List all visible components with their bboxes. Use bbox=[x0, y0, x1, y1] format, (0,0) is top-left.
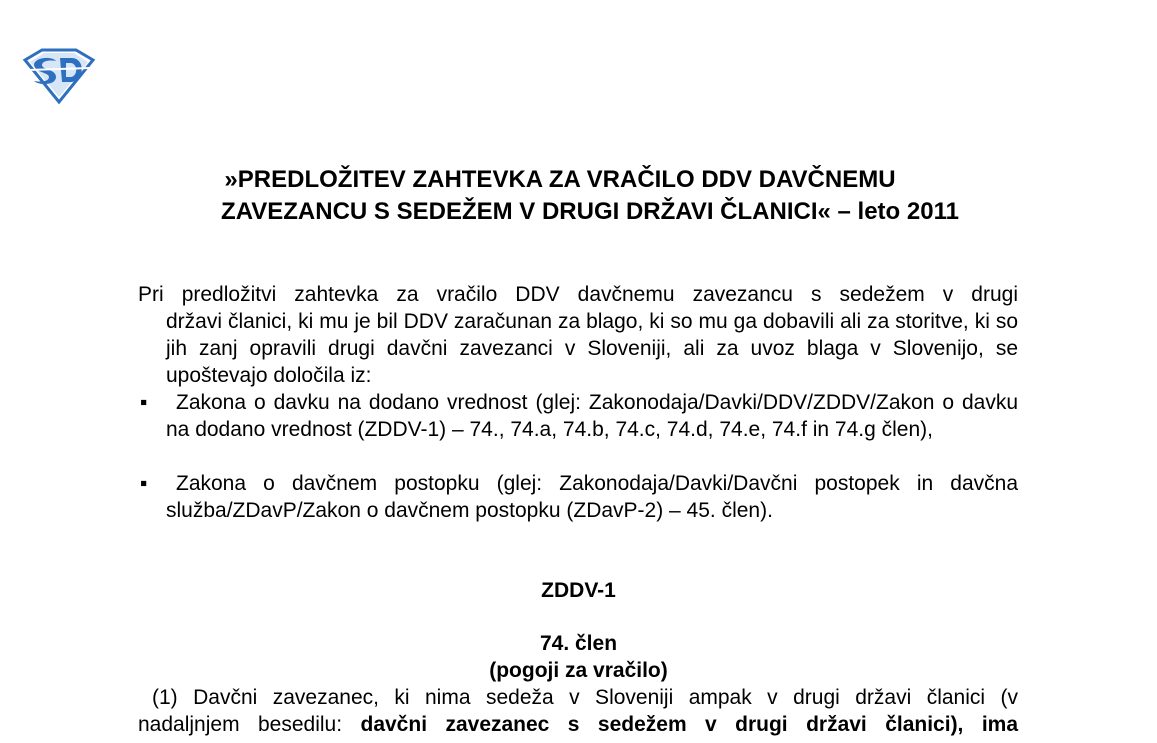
article-paragraph-line-1: (1) Davčni zavezanec, ki nima sedeža v Sloveniji ampak v drugi državi članici (v bbox=[152, 686, 1018, 709]
article-paragraph-line-2 bbox=[138, 711, 1018, 738]
bullet-marker: ▪ bbox=[140, 472, 148, 495]
logo-image bbox=[22, 48, 96, 104]
document-title-line-2: ZAVEZANCU S SEDEŽEM V DRUGI DRŽAVI ČLANICI« – leto 2011 bbox=[221, 198, 959, 225]
bullet-item-zddv: Zakona o davku na dodano vrednost (glej: Zakonodaja/Davki/DDV/ZDDV/Zakon o davku na dodano vrednost (ZDDV-1) – 74., 74.a, 74.b, 74.c, 74.d, 74.e, 74.f in 74.g člen), bbox=[166, 391, 1018, 441]
article-subtitle-heading: (pogoji za vračilo) bbox=[489, 659, 668, 682]
bullet-item-zdavp: Zakona o davčnem postopku (glej: Zakonodaja/Davki/Davčni postopek in davčna služba/ZDavP/Zakon o davčnem postopku (ZDavP-2) – 45. člen). bbox=[166, 472, 1018, 522]
intro-continuation: državi članici, ki mu je bil DDV zaračunan za blago, ki so mu ga dobavili ali za storitve, ki so jih zanj opravili drugi davčni zavezanci v Sloveniji, ali za uvoz blaga v Slovenijo, se upoštevajo določila iz: bbox=[166, 310, 1018, 387]
article-paragraph-text: nadaljnjem besedilu: bbox=[138, 713, 361, 736]
intro-paragraph bbox=[138, 281, 1018, 389]
document-title-line-1: »PREDLOŽITEV ZAHTEVKA ZA VRAČILO DDV DAVČNEMU bbox=[224, 166, 896, 193]
law-name-heading: ZDDV-1 bbox=[541, 579, 616, 602]
bullet-marker: ▪ bbox=[140, 391, 148, 414]
article-paragraph-bold-text: davčni zavezanec s sedežem v drugi državi članici), ima bbox=[360, 713, 1019, 736]
article-number-heading: 74. člen bbox=[539, 632, 618, 655]
intro-first-line: Pri predložitvi zahtevka za vračilo DDV davčnemu zavezancu s sedežem v drugi bbox=[138, 283, 1018, 306]
